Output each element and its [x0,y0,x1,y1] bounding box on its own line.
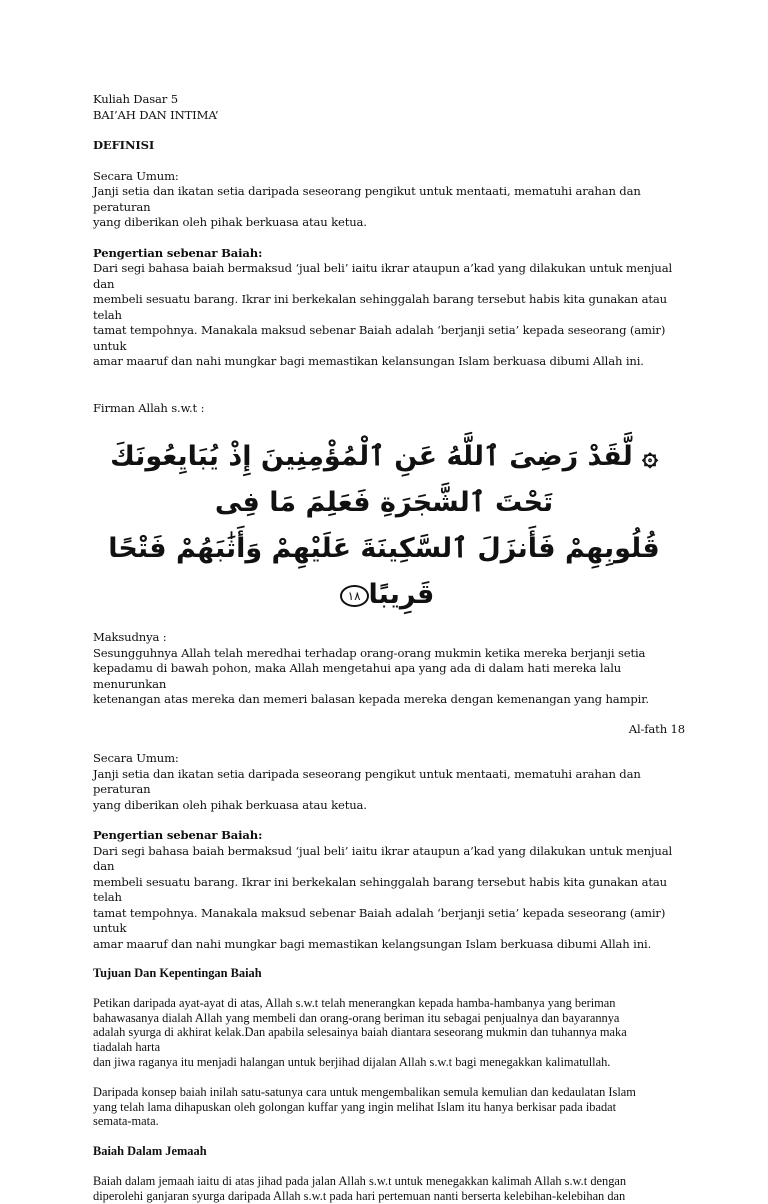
document-header [93,92,678,154]
section-heading: Pengertian sebenar Baiah: [93,245,263,260]
quran-verse [89,434,679,618]
section-heading: Tujuan Dan Kepentingan Baiah [93,966,262,980]
section-heading: Pengertian sebenar Baiah: [93,828,263,842]
text-line: kepadamu di bawah pohon, maka Allah mengetahui apa yang ada di dalam hati mereka lalu menurunkan [93,661,622,691]
text-line: Baiah dalam jemaah iaitu di atas jihad pada jalan Allah s.w.t untuk menegakkan kalimah Allah s.w.t dengan [93,1173,627,1188]
section-pengertian-2 [93,828,678,952]
text-line: amar maaruf dan nahi mungkar bagi memastikan kelansungan Islam berkuasa dibumi Allah ini. [93,354,644,368]
text-line: tamat tempohnya. Manakala maksud sebenar Baiah adalah ‘berjanji setia’ kepada seseorang (amir) untuk [93,323,666,353]
section-heading: Maksudnya : [93,630,167,644]
document-title: BAI’AH DAN INTIMA’ [93,107,219,122]
text-line: semata-mata. [93,1114,159,1129]
text-line: yang diberikan oleh pihak berkuasa atau ketua. [93,215,367,229]
arabic-line: ۞ لَّقَدْ رَضِىَ ٱللَّهُ عَنِ ٱلْمُؤْمِنِينَ إِذْ يُبَايِعُونَكَ تَحْتَ ٱلشَّجَرَةِ فَعَلِمَ مَا فِى [110,441,658,518]
verse-source: Al-fath 18 [628,721,685,736]
text-line: yang diberikan oleh pihak berkuasa atau ketua. [93,797,367,812]
section-tujuan [93,966,678,1129]
course-label: Kuliah Dasar 5 [93,92,178,106]
firman-label: Firman Allah s.w.t : [93,400,205,415]
section-secara-umum-1 [93,169,678,231]
text-line: membeli sesuatu barang. Ikrar ini berkekalan sehinggalah barang tersebut habis kita gunakan atau telah [93,292,667,322]
paragraph [93,996,678,1070]
section-jemaah [93,1144,678,1203]
section-heading: Secara Umum: [93,168,179,183]
maksud-section [93,630,685,737]
section-secara-umum-2 [93,751,678,813]
text-line: Janji setia dan ikatan setia daripada seseorang pengikut untuk mentaati, mematuhi arahan dan peraturan [93,184,641,214]
text-line: Dari segi bahasa baiah bermaksud ‘jual beli’ iaitu ikrar ataupun a’kad yang dilakukan untuk menjual dan [93,843,673,873]
text-line: adalah syurga di akhirat kelak.Dan apabila selesainya baiah diantara seseorang mukmin dan tuhannya maka [93,1025,627,1040]
section-heading: Baiah Dalam Jemaah [93,1144,207,1159]
definisi-heading: DEFINISI [93,138,155,152]
paragraph [93,1174,678,1204]
text-line: yang telah lama dihapuskan oleh golongan kuffar yang ingin melihat Islam itu hanya berkisar pada ibadat [93,1099,617,1114]
ayah-number-mark: ١٨ [340,585,369,607]
text-line: membeli sesuatu barang. Ikrar ini berkekalan sehinggalah barang tersebut habis kita gunakan atau telah [93,874,667,904]
text-line: tiadalah harta [93,1040,161,1055]
section-heading: Secara Umum: [93,751,179,765]
text-line: amar maaruf dan nahi mungkar bagi memastikan kelangsungan Islam berkuasa dibumi Allah ini. [93,936,652,951]
firman-section [93,401,678,417]
text-line: Janji setia dan ikatan setia daripada seseorang pengikut untuk mentaati, mematuhi arahan dan peraturan [93,766,641,796]
paragraph [93,1085,678,1129]
text-line: Dari segi bahasa baiah bermaksud ‘jual beli’ iaitu ikrar ataupun a’kad yang dilakukan untuk menjual dan [93,261,673,291]
text-line: Daripada konsep baiah inilah satu-satunya cara untuk mengembalikan semula kemulian dan kedaulatan Islam [93,1084,636,1099]
arabic-line [89,526,679,618]
document-page [93,92,685,1204]
arabic-text: قُلُوبِهِمْ فَأَنزَلَ ٱلسَّكِينَةَ عَلَيْهِمْ وَأَثَٰبَهُمْ فَتْحًا قَرِيبًا [108,533,660,610]
section-pengertian-1 [93,246,678,370]
text-line: diperolehi ganjaran syurga daripada Allah s.w.t pada hari pertemuan nanti berserta kelebihan-kelebihan dan [93,1188,626,1203]
text-line: Sesungguhnya Allah telah meredhai terhadap orang-orang mukmin ketika mereka berjanji setia [93,645,646,660]
text-line: ketenangan atas mereka dan memeri balasan kepada mereka dengan kemenangan yang hampir. [93,692,649,706]
text-line: dan jiwa raganya itu menjadi halangan untuk berjihad dijalan Allah s.w.t bagi menegakkan kalimatullah. [93,1054,611,1069]
text-line: Petikan daripada ayat-ayat di atas, Allah s.w.t telah menerangkan kepada hamba-hambanya yang beriman [93,995,616,1010]
text-line: bahawasanya dialah Allah yang membeli dan orang-orang beriman itu sebagai penjualnya dan bayarannya [93,1010,620,1025]
text-line: tamat tempohnya. Manakala maksud sebenar Baiah adalah ‘berjanji setia’ kepada seseorang (amir) untuk [93,905,666,935]
